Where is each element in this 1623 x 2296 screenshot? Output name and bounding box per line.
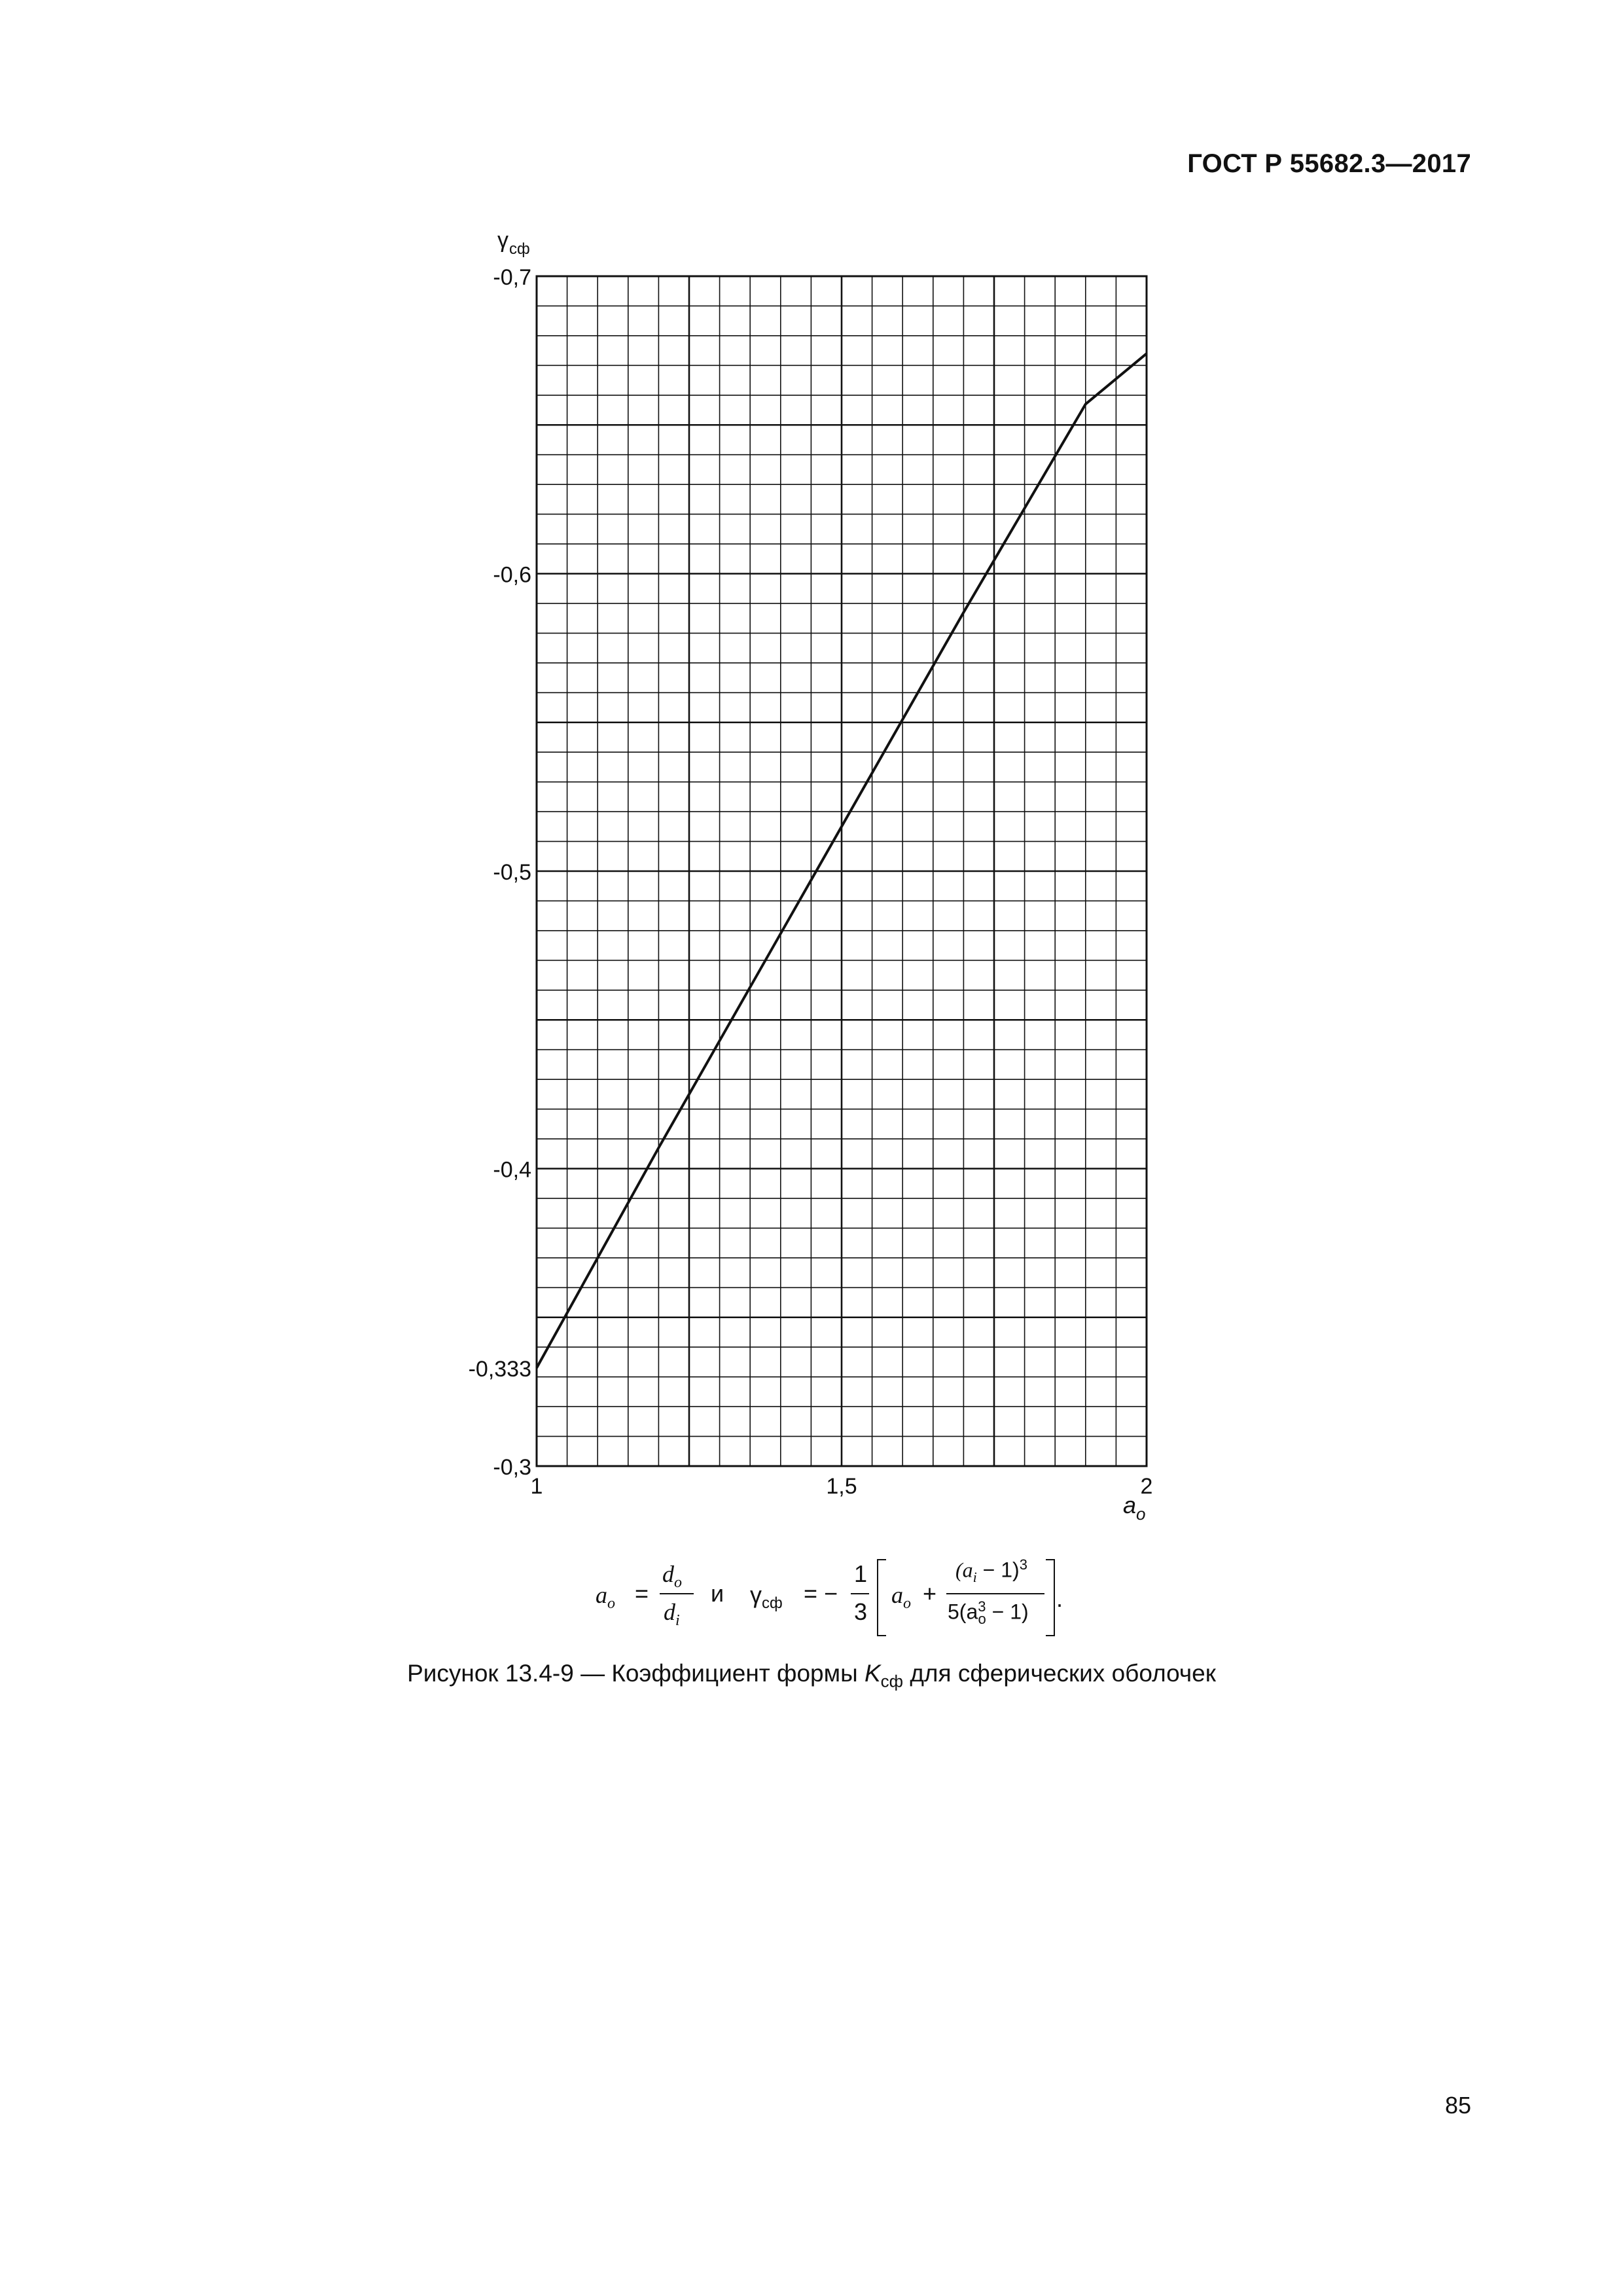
formula-minus: = − [804, 1580, 838, 1607]
formula-lhs: $a_o$ [596, 1582, 615, 1613]
formula-gamma: $\gamma_{сф}$ [750, 1581, 783, 1613]
y-tick-label: -0,5 [493, 860, 531, 885]
x-axis-label-sub: o [1136, 1504, 1146, 1524]
document-header: ГОСТ Р 55682.3—2017 [1187, 149, 1471, 178]
formula-plus: + [923, 1580, 937, 1607]
y-tick-label: -0,6 [493, 562, 531, 588]
y-tick-label: -0,7 [493, 265, 531, 290]
formula-num: $d_o$ [662, 1561, 682, 1592]
formula-conj: и [711, 1580, 724, 1607]
y-tick-label: -0,4 [493, 1157, 531, 1183]
y-axis-label: γ [497, 228, 508, 253]
formula-end: . [1056, 1585, 1063, 1612]
formula-term2-num: $(a_i - 1)^3$ [955, 1556, 1027, 1586]
formula-frac-line-2 [851, 1593, 869, 1594]
y-tick-label: -0,333 [468, 1357, 531, 1382]
formula-coef-num: 1 [854, 1560, 868, 1587]
formula-bracket-left [877, 1559, 886, 1636]
y-axis-label-sub: сф [509, 240, 530, 258]
formula-eq: = [635, 1580, 649, 1607]
page-number: 85 [1444, 2092, 1471, 2119]
formula-coef-den: 3 [854, 1598, 868, 1625]
x-tick-label: 1 [530, 1474, 543, 1499]
formula-term1: $a_o$ [891, 1582, 911, 1613]
x-tick-label: 1,5 [826, 1474, 857, 1499]
formula-term2-den: $5(a^3_o - 1)$ [948, 1598, 1029, 1628]
figure-caption: Рисунок 13.4-9 — Коэффициент формы $K_{сф}$ для сферических оболочек [407, 1660, 1216, 1691]
formula-den: $d_i$ [664, 1599, 680, 1630]
formula-frac-line-1 [660, 1593, 694, 1594]
x-axis-label: a [1123, 1492, 1137, 1518]
formula-frac-line-3 [946, 1593, 1044, 1594]
formula [596, 1556, 1063, 1644]
x-tick-label: 2 [1140, 1474, 1153, 1499]
formula-bracket-right [1046, 1559, 1055, 1636]
y-tick-label: -0,3 [493, 1455, 531, 1480]
